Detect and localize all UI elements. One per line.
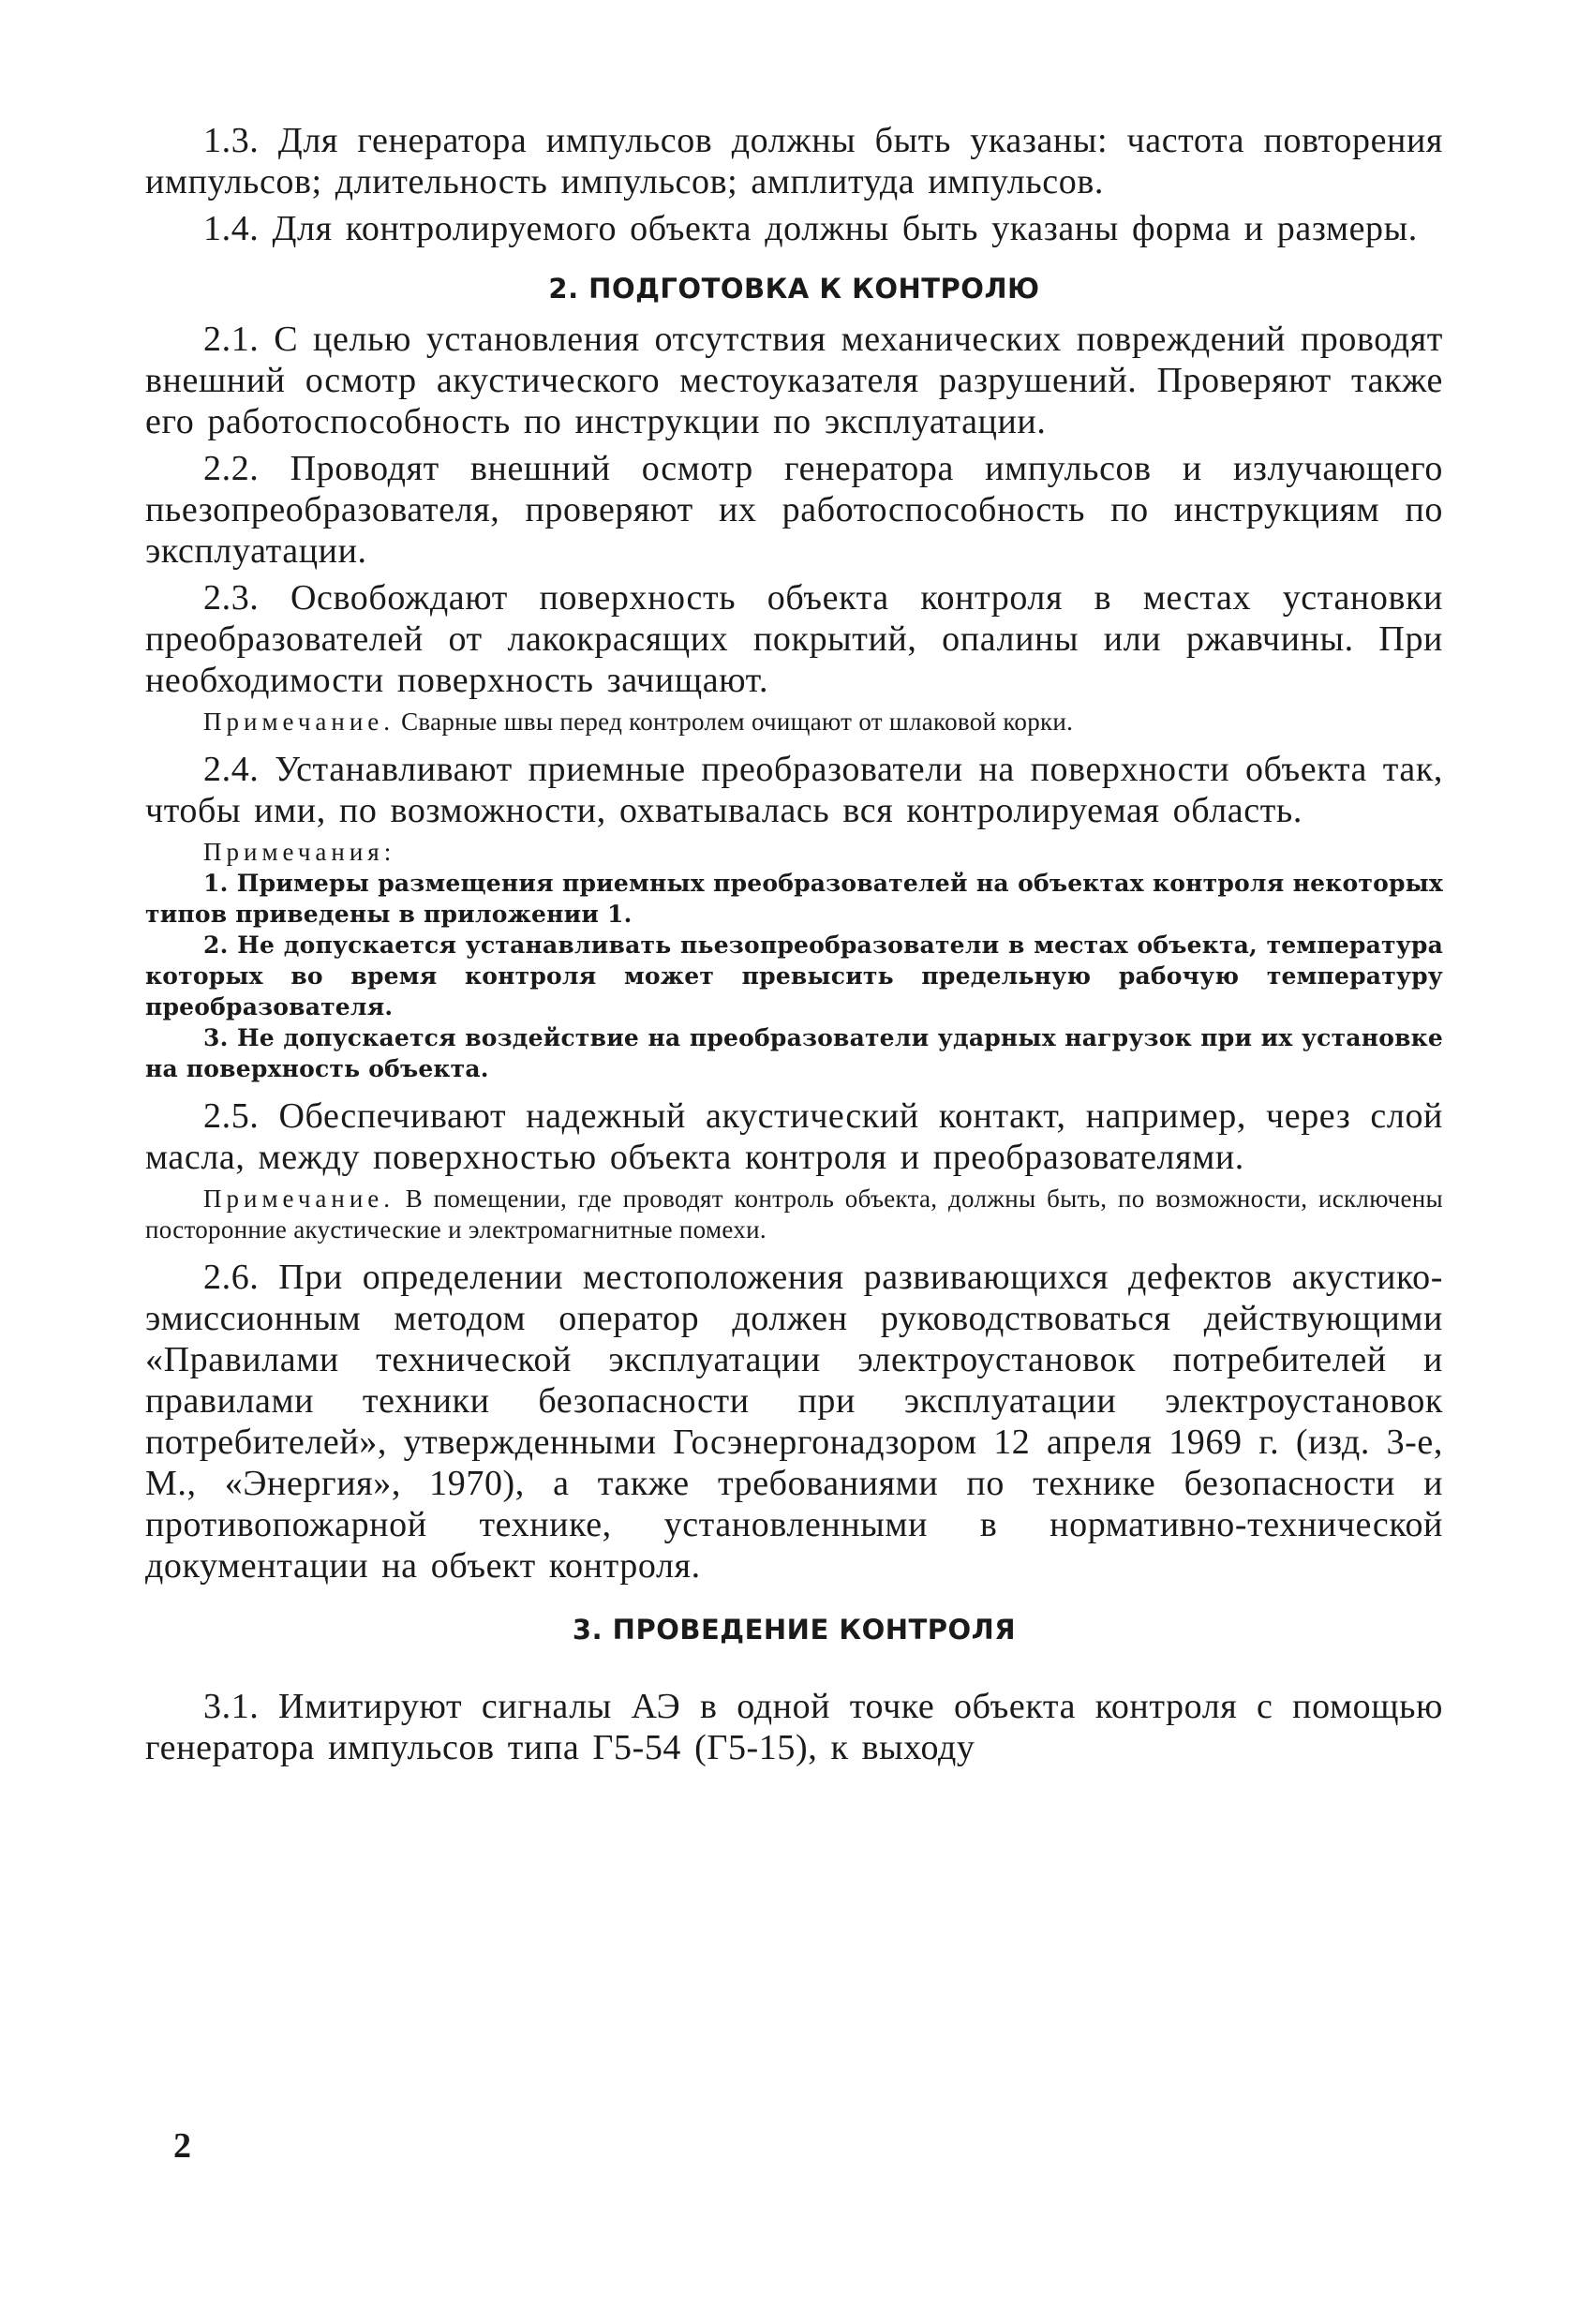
paragraph-2-6: 2.6. При определении местоположения развивающихся дефектов акустико-эмиссионным методом оператор должен руководствоваться действующими «Правилами технической эксплуатации электроустановок потребителей и правилами техники безопасности при эксплуатации электроустановок потребителей», утвержденными Госэнергонадзором 12 апреля 1969 г. (изд. 3-е, М., «Энергия», 1970), а также требованиями по технике безопасности и противопожарной технике, установленными в нормативно-технической документации на объект контроля. — [145, 1258, 1443, 1586]
paragraph-2-5: 2.5. Обеспечивают надежный акустический контакт, например, через слой масла, между поверхностью объекта контроля и преобразователями. — [145, 1096, 1443, 1177]
paragraph-1-3: 1.3. Для генератора импульсов должны быть указаны: частота повторения импульсов; длительность импульсов; амплитуда импульсов. — [145, 121, 1443, 201]
note-label: Примечание. — [203, 708, 395, 736]
paragraph-1-4: 1.4. Для контролируемого объекта должны быть указаны форма и размеры. — [203, 209, 1418, 248]
page-number: 2 — [173, 2126, 191, 2166]
paragraph-2-1: 2.1. С целью установления отсутствия механических повреждений проводят внешний осмотр акустического местоуказателя разрушений. Проверяют также его работоспособность по инструкции по эксплуатации. — [145, 320, 1443, 441]
paragraph-2-2: 2.2. Проводят внешний осмотр генератора импульсов и излучающего пьезопреобразователя, проверяют их работоспособность по инструкциям по эксплуатации. — [145, 449, 1443, 571]
note-2-5 — [145, 1184, 1443, 1245]
note-item-2: 2. Не допускается устанавливать пьезопреобразователи в местах объекта, температура которых во время контроля может превысить предельную рабочую температуру преобразователя. — [145, 931, 1443, 1020]
note-text: В помещении, где проводят контроль объекта, должны быть, по возможности, исключены посторонние акустические и электромагнитные помехи. — [145, 1184, 1443, 1244]
note-text: Сварные швы перед контролем очищают от шлаковой корки. — [395, 708, 1074, 736]
paragraph-2-4: 2.4. Устанавливают приемные преобразователи на поверхности объекта так, чтобы ими, по возможности, охватывалась вся контролируемая область. — [145, 750, 1443, 830]
paragraph-2-3: 2.3. Освобождают поверхность объекта контроля в местах установки преобразователей от лакокрасящих покрытий, опалины или ржавчины. При необходимости поверхность зачищают. — [145, 578, 1443, 700]
section-3-heading: 3. ПРОВЕДЕНИЕ КОНТРОЛЯ — [572, 1614, 1017, 1646]
note-item-3: 3. Не допускается воздействие на преобразователи ударных нагрузок при их установке на поверхность объекта. — [145, 1024, 1443, 1082]
paragraph-3-1: 3.1. Имитируют сигналы АЭ в одной точке объекта контроля с помощью генератора импульсов типа Г5-54 (Г5-15), к выходу — [145, 1687, 1443, 1767]
notes-2-4-label: Примечания: — [203, 838, 396, 866]
note-2-3 — [145, 707, 1443, 737]
note-label: Примечание. — [203, 1184, 395, 1213]
notes-2-4-list — [145, 868, 1443, 1084]
document-page — [145, 120, 1443, 1774]
section-2-heading: 2. ПОДГОТОВКА К КОНТРОЛЮ — [548, 273, 1040, 305]
note-item-1: 1. Примеры размещения приемных преобразователей на объектах контроля некоторых типов приведены в приложении 1. — [145, 870, 1443, 928]
